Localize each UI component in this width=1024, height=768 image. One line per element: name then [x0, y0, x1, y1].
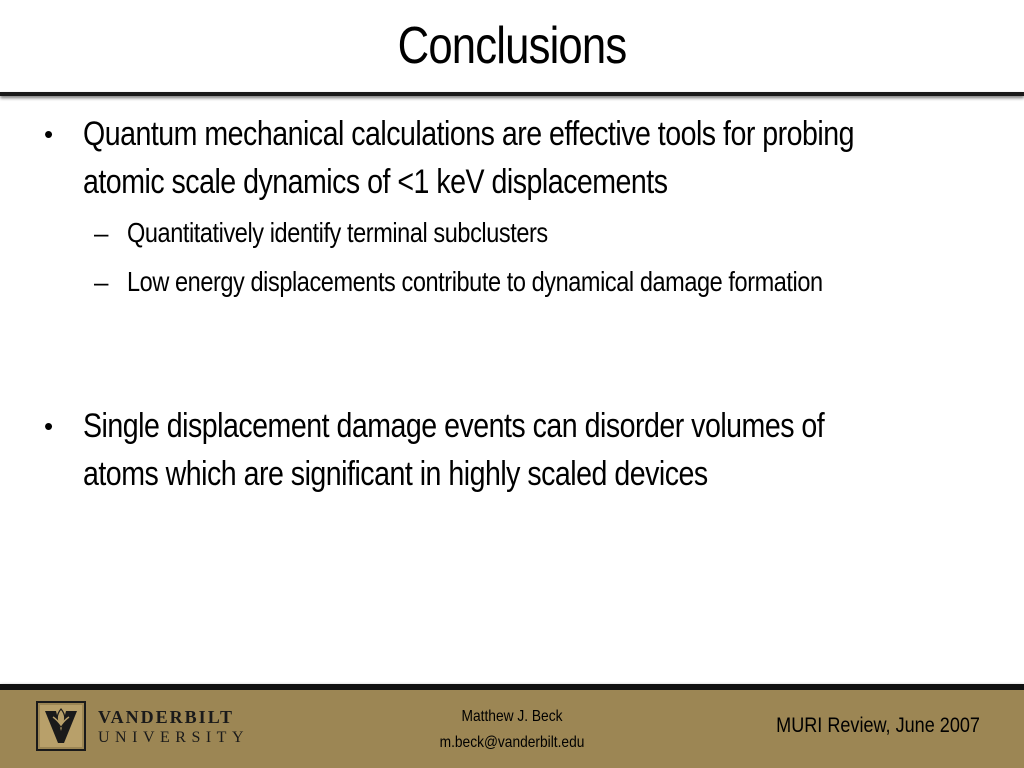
presenter-name: Matthew J. Beck — [461, 708, 563, 725]
slide-title: Conclusions — [397, 17, 627, 75]
sub-bullet-marker: – — [94, 267, 109, 297]
sub-bullet-item — [94, 212, 994, 254]
logo-subtitle: UNIVERSITY — [98, 729, 249, 746]
presenter-email: m.beck@vanderbilt.edu — [439, 734, 585, 751]
bullet-marker: • — [44, 411, 54, 441]
bullet-text: Quantum mechanical calculations are effective tools for probing atomic scale dynamics of <1 keV displacements — [83, 115, 855, 201]
bullet-marker: • — [44, 119, 54, 149]
sub-bullet-text: Low energy displacements contribute to dynamical damage formation — [127, 266, 823, 297]
bullet-text: Single displacement damage events can disorder volumes of atoms which are significant in highly scaled devices — [83, 407, 825, 493]
title-divider — [0, 92, 1024, 96]
logo-wordmark: VANDERBILT — [98, 707, 235, 727]
bullet-item — [44, 402, 984, 498]
slide-footer — [0, 690, 1024, 768]
sub-bullet-marker: – — [94, 218, 109, 248]
event-label: MURI Review, June 2007 — [776, 714, 980, 737]
sub-bullet-text: Quantitatively identify terminal subclusters — [127, 217, 548, 248]
vanderbilt-oak-leaf-v-icon — [36, 701, 86, 751]
university-logo — [36, 701, 249, 753]
bullet-item — [44, 110, 984, 206]
presenter-info — [409, 704, 615, 756]
sub-bullet-item — [94, 261, 994, 345]
